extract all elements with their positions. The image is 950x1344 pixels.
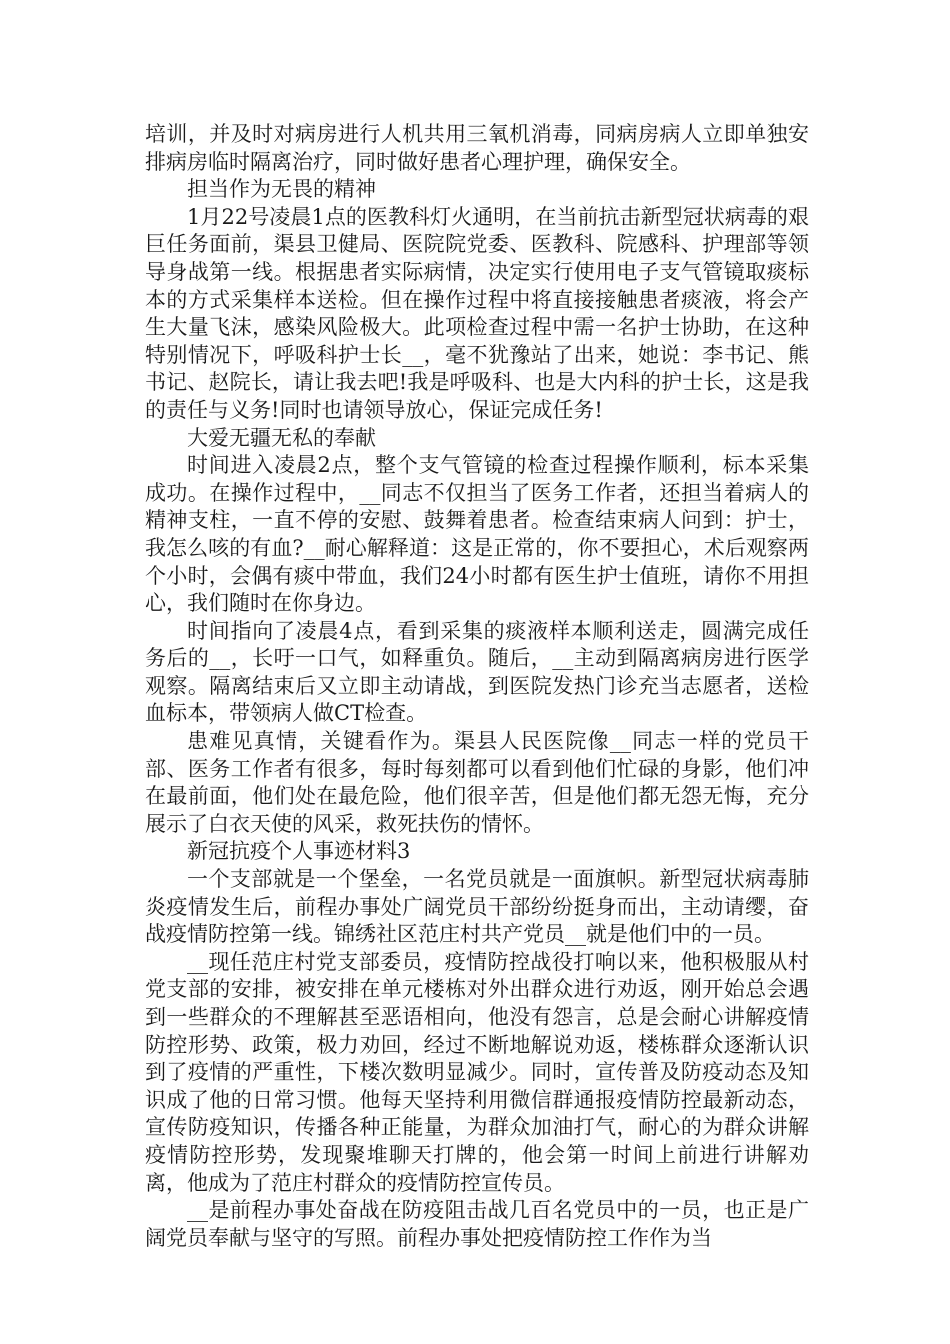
section-heading: 新冠抗疫个人事迹材料3 (187, 839, 411, 864)
paragraph: __是前程办事处奋战在防疫阻击战几百名党员中的一员，也正是广阔党员奉献与坚守的写照。前程办事处把疫情防控工作作为当 (145, 1198, 809, 1250)
section-heading: 担当作为无畏的精神 (187, 177, 376, 202)
document-page (145, 121, 809, 1252)
paragraph: __现任范庄村党支部委员，疫情防控战役打响以来，他积极服从村党支部的安排，被安排在单元楼栋对外出群众进行劝返，刚开始总会遇到一些群众的不理解甚至恶语相向，他没有怨言，总是会耐心讲解疫情防控形势、政策，极力劝回，经过不断地解说劝返，楼栋群众逐渐认识到了疫情的严重性，下楼次数明显减少。同时，宣传普及防疫动态及知识成了他的日常习惯。他每天坚持利用微信群通报疫情防控最新动态，宣传防疫知识，传播各种正能量，为群众加油打气，耐心的为群众讲解疫情防控形势，发现聚堆聊天打牌的，他会第一时间上前进行讲解劝离，他成为了范庄村群众的疫情防控宣传员。 (145, 949, 809, 1195)
paragraph: 一个支部就是一个堡垒，一名党员就是一面旗帜。新型冠状病毒肺炎疫情发生后，前程办事处广阔党员干部纷纷挺身而出，主动请缨，奋战疫情防控第一线。锦绣社区范庄村共产党员__就是他们中的一员。 (145, 867, 809, 947)
paragraph: 时间指向了凌晨4点，看到采集的痰液样本顺利送走，圆满完成任务后的__，长吁一口气，如释重负。随后，__主动到隔离病房进行医学观察。隔离结束后又立即主动请战，到医院发热门诊充当志愿者，送检血标本，带领病人做CT检查。 (145, 618, 809, 726)
paragraph: 时间进入凌晨2点，整个支气管镜的检查过程操作顺利，标本采集成功。在操作过程中，__同志不仅担当了医务工作者，还担当着病人的精神支柱，一直不停的安慰、鼓舞着患者。检查结束病人问到：护士，我怎么咳的有血?__耐心解释道：这是正常的，你不要担心，术后观察两个小时，会偶有痰中带血，我们24小时都有医生护士值班，请你不用担心，我们随时在你身边。 (145, 453, 809, 616)
paragraph: 患难见真情，关键看作为。渠县人民医院像__同志一样的党员干部、医务工作者有很多，每时每刻都可以看到他们忙碌的身影，他们冲在最前面，他们处在最危险，他们很辛苦，但是他们都无怨无悔，充分展示了白衣天使的风采，救死扶伤的情怀。 (145, 729, 809, 836)
section-heading: 大爱无疆无私的奉献 (187, 425, 376, 450)
paragraph: 培训，并及时对病房进行人机共用三氧机消毒，同病房病人立即单独安排病房临时隔离治疗，同时做好患者心理护理，确保安全。 (145, 122, 809, 174)
paragraph: 1月22号凌晨1点的医教科灯火通明，在当前抗击新型冠状病毒的艰巨任务面前，渠县卫健局、医院院党委、医教科、院感科、护理部等领导身战第一线。根据患者实际病情，决定实行使用电子支气管镜取痰标本的方式采集样本送检。但在操作过程中将直接接触患者痰液，将会产生大量飞沫，感染风险极大。此项检查过程中需一名护士协助，在这种特别情况下，呼吸科护士长__，毫不犹豫站了出来，她说：李书记、熊书记、赵院长，请让我去吧!我是呼吸科、也是大内科的护士长，这是我的责任与义务!同时也请领导放心，保证完成任务! (145, 204, 809, 422)
